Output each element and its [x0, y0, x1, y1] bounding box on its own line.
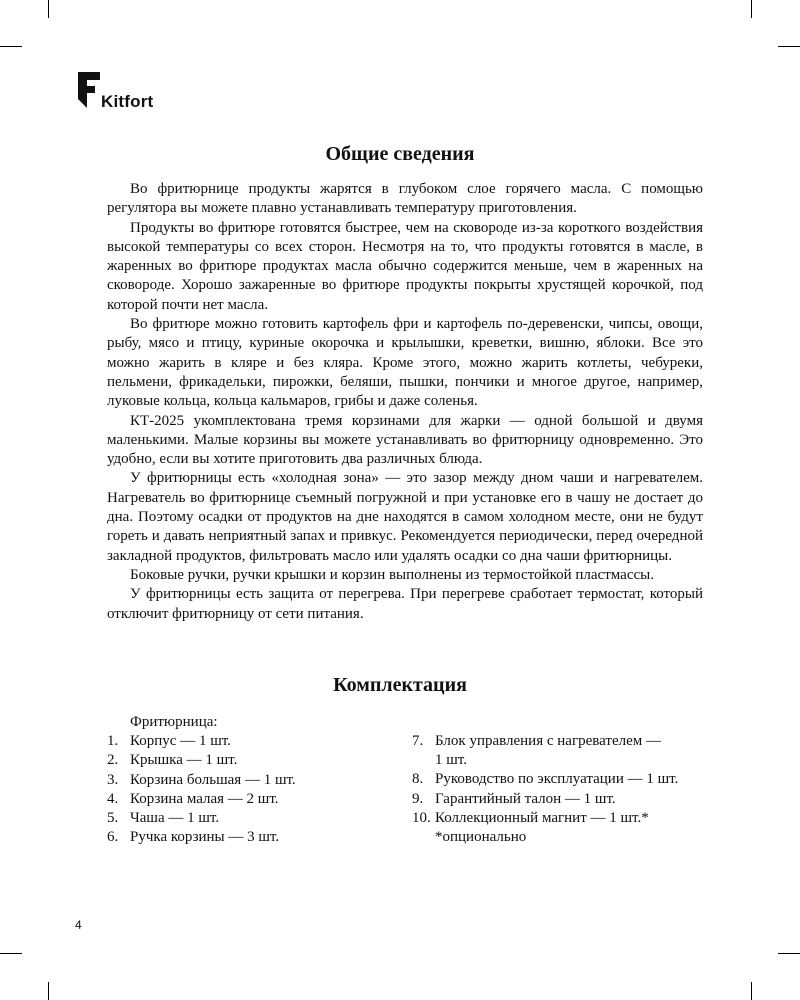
list-item [107, 828, 407, 847]
general-info-text [107, 180, 703, 624]
list-item [107, 790, 407, 809]
list-item-number: 7. [412, 733, 424, 749]
list-item-text: Ручка корзины — 3 шт. [130, 829, 280, 846]
footnote [412, 828, 712, 847]
paragraph: Во фритюрнице продукты жарятся в глубоком слое горячего масла. С помощью регулятора вы можете плавно устанавливать температуру приготовления. [107, 181, 703, 217]
list-item-text: Корпус — 1 шт. [130, 733, 231, 750]
crop-mark [48, 0, 49, 18]
list-item-number: 9. [412, 790, 424, 807]
crop-mark [778, 953, 800, 954]
list-item [107, 751, 407, 770]
list-item-number: 5. [107, 809, 119, 826]
list-item [107, 732, 407, 751]
paragraph: У фритюрницы есть «холодная зона» — это зазор между дном чаши и нагревателем. Нагреватель во фритюрнице съемный погружной и при установке его в чашу не достает до дна. Поэтому осадки от продуктов на дне находятся в самом холодном месте, они не будут гореть и давать неприятный запах и привкус. Рекомендуется периодически, перед очередной закладной продуктов, фильтровать масло или удалять осадки со дна чаши фритюрницы. [107, 470, 703, 564]
list-item [412, 732, 712, 751]
crop-mark [751, 0, 752, 18]
list-item-number: 8. [412, 771, 424, 788]
list-item-text: Руководство по эксплуатации — 1 шт. [435, 771, 679, 788]
list-item-text: Крышка — 1 шт. [130, 752, 238, 769]
paragraph: Продукты во фритюре готовятся быстрее, чем на сковороде из-за короткого воздействия высокой температуры со всех сторон. Несмотря на то, что продукты готовятся в масле, в жаренных во фритюре продуктах масла обычно содержится меньше, чем в жаренных на сковороде. Хорошо зажаренные во фритюре продукты покрыты хрустящей корочкой, под которой почти нет масла. [107, 219, 703, 313]
paragraph: КТ-2025 укомплектована тремя корзинами для жарки — одной большой и двумя маленькими. Малые корзины вы можете устанавливать во фритюрницу одновременно. Это удобно, если вы хотите приготовить два различных блюда. [107, 412, 703, 468]
contents-list-right [412, 732, 712, 847]
list-item-number: 10. [412, 809, 431, 826]
list-item-number: 3. [107, 771, 119, 788]
crop-mark [48, 982, 49, 1000]
list-intro-text: Фритюрница: [130, 714, 218, 730]
list-item-continuation [412, 751, 712, 770]
list-item-text: Коллекционный магнит — 1 шт.* [435, 809, 649, 826]
paragraph: Во фритюре можно готовить картофель фри и картофель по-деревенски, чипсы, овощи, рыбу, мясо и птицу, куриные окорочка и крылышки, креветки, вишню, яблоки. Все это можно жарить в кляре и без кляра. Кроме этого, можно жарить котлеты, чебуреки, пельмени, фрикадельки, пирожки, беляши, пышки, пончики и многое другое, например, луковые кольца, кольца кальмаров, грибы и даже соленья. [107, 316, 703, 410]
list-item-text: Чаша — 1 шт. [130, 809, 220, 826]
crop-mark [0, 953, 22, 954]
list-item-number: 1. [107, 733, 119, 750]
section-title-contents: Комплектация [333, 674, 467, 696]
crop-mark [778, 46, 800, 47]
list-item-text: Блок управления с нагревателем — [435, 733, 662, 749]
list-item-text: Корзина большая — 1 шт. [130, 771, 296, 788]
list-item-text: Гарантийный талон — 1 шт. [435, 790, 616, 807]
list-item-number: 4. [107, 790, 119, 807]
brand-name: Kitfort [101, 92, 154, 111]
paragraph: У фритюрницы есть защита от перегрева. При перегреве сработает термостат, который отключит фритюрницу от сети питания. [107, 586, 703, 622]
crop-mark [751, 982, 752, 1000]
list-item [412, 790, 712, 809]
list-item-number: 6. [107, 829, 119, 846]
footnote-text: *опционально [435, 828, 527, 845]
list-item [412, 770, 712, 789]
list-item-text: 1 шт. [435, 752, 467, 769]
paragraph: Боковые ручки, ручки крышки и корзин выполнены из термостойкой пластмассы. [130, 566, 654, 583]
kitfort-mark-icon [78, 72, 102, 108]
list-item [107, 809, 407, 828]
list-item [412, 809, 712, 828]
list-item-text: Корзина малая — 2 шт. [130, 790, 279, 807]
crop-mark [0, 46, 22, 47]
list-intro [107, 713, 407, 732]
list-item-number: 2. [107, 752, 119, 769]
page-number: 4 [75, 918, 82, 932]
section-title-general: Общие сведения [325, 143, 475, 165]
contents-list-left [107, 713, 407, 847]
list-item [107, 771, 407, 790]
